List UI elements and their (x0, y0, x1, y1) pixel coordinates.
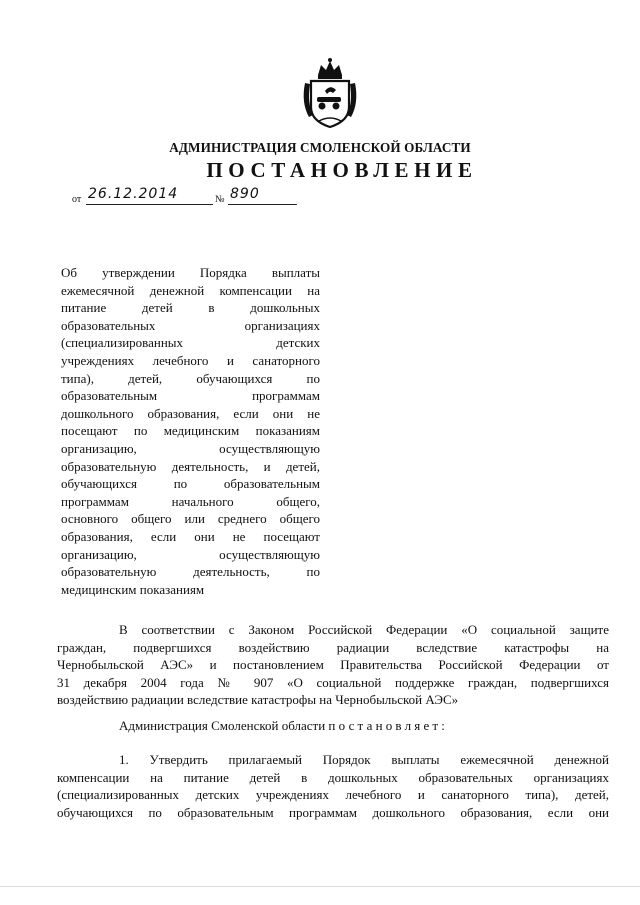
subject-line: питание детей в дошкольных (61, 300, 320, 316)
number-underline (228, 204, 297, 205)
coat-of-arms-emblem (299, 57, 361, 129)
preamble-line: воздействию радиации вследствие катастрофы на Чернобыльской АЭС» (57, 692, 459, 708)
subject-line: образовательную деятельность, по (61, 564, 320, 580)
number-label: № (215, 194, 225, 205)
page-bottom-rule (0, 886, 640, 887)
item-1-paragraph (57, 751, 609, 821)
subject-line: (специализированных детских (61, 335, 320, 351)
resolves-verb: постановляет: (328, 718, 449, 733)
subject-line: основного общего или среднего общего (61, 511, 320, 527)
subject-line: образования, если они не посещают (61, 528, 320, 544)
date-underline (86, 204, 213, 205)
subject-line: посещают по медицинским показаниям (61, 423, 320, 439)
item-1-line: обучающихся по образовательным программам дошкольного образования, если они (57, 804, 609, 820)
item-1-line: компенсации на питание детей в дошкольных образовательных организациях (57, 769, 609, 785)
number-handwritten: 890 (230, 186, 260, 202)
agency-name: АДМИНИСТРАЦИЯ СМОЛЕНСКОЙ ОБЛАСТИ (169, 140, 471, 155)
subject-line: образовательных организациях (61, 317, 320, 333)
item-1-line: 1. Утвердить прилагаемый Порядок выплаты ежемесячной денежной (119, 752, 609, 767)
subject-line: образовательным программам (61, 388, 320, 404)
subject-line: ежемесячной денежной компенсации на (61, 282, 320, 298)
subject-line: организацию, осуществляющую (61, 440, 320, 456)
item-1-line: (специализированных детских учреждениях лечебного и санаторного типа), детей, (57, 787, 609, 803)
date-handwritten: 26.12.2014 (88, 186, 179, 202)
resolves-line (119, 717, 640, 735)
subject-line: Об утверждении Порядка выплаты (61, 265, 320, 280)
subject-line: дошкольного образования, если они не (61, 405, 320, 421)
preamble-line: граждан, подвергшихся воздействию радиации вследствие катастрофы на (57, 639, 609, 655)
preamble-line: Чернобыльской АЭС» и постановлением Правительства Российской Федерации от (57, 657, 609, 673)
preamble-line: 31 декабря 2004 года № 907 «О социальной поддержке граждан, подвергшихся (57, 674, 609, 690)
subject-line: обучающихся по образовательным (61, 476, 320, 492)
resolves-prefix: Администрация Смоленской области (119, 718, 326, 733)
document-type-title: ПОСТАНОВЛЕНИЕ (206, 158, 478, 182)
subject-block (61, 264, 320, 598)
subject-line: типа), детей, обучающихся по (61, 370, 320, 386)
date-label: от (72, 194, 82, 205)
subject-line: учреждениях лечебного и санаторного (61, 352, 320, 368)
preamble-line: В соответствии с Законом Российской Федерации «О социальной защите (119, 622, 609, 637)
subject-line: организацию, осуществляющую (61, 546, 320, 562)
subject-line: образовательную деятельность, и детей, (61, 458, 320, 474)
preamble-paragraph (57, 621, 609, 709)
subject-line: медицинским показаниям (61, 581, 205, 597)
subject-line: программам начального общего, (61, 493, 320, 509)
